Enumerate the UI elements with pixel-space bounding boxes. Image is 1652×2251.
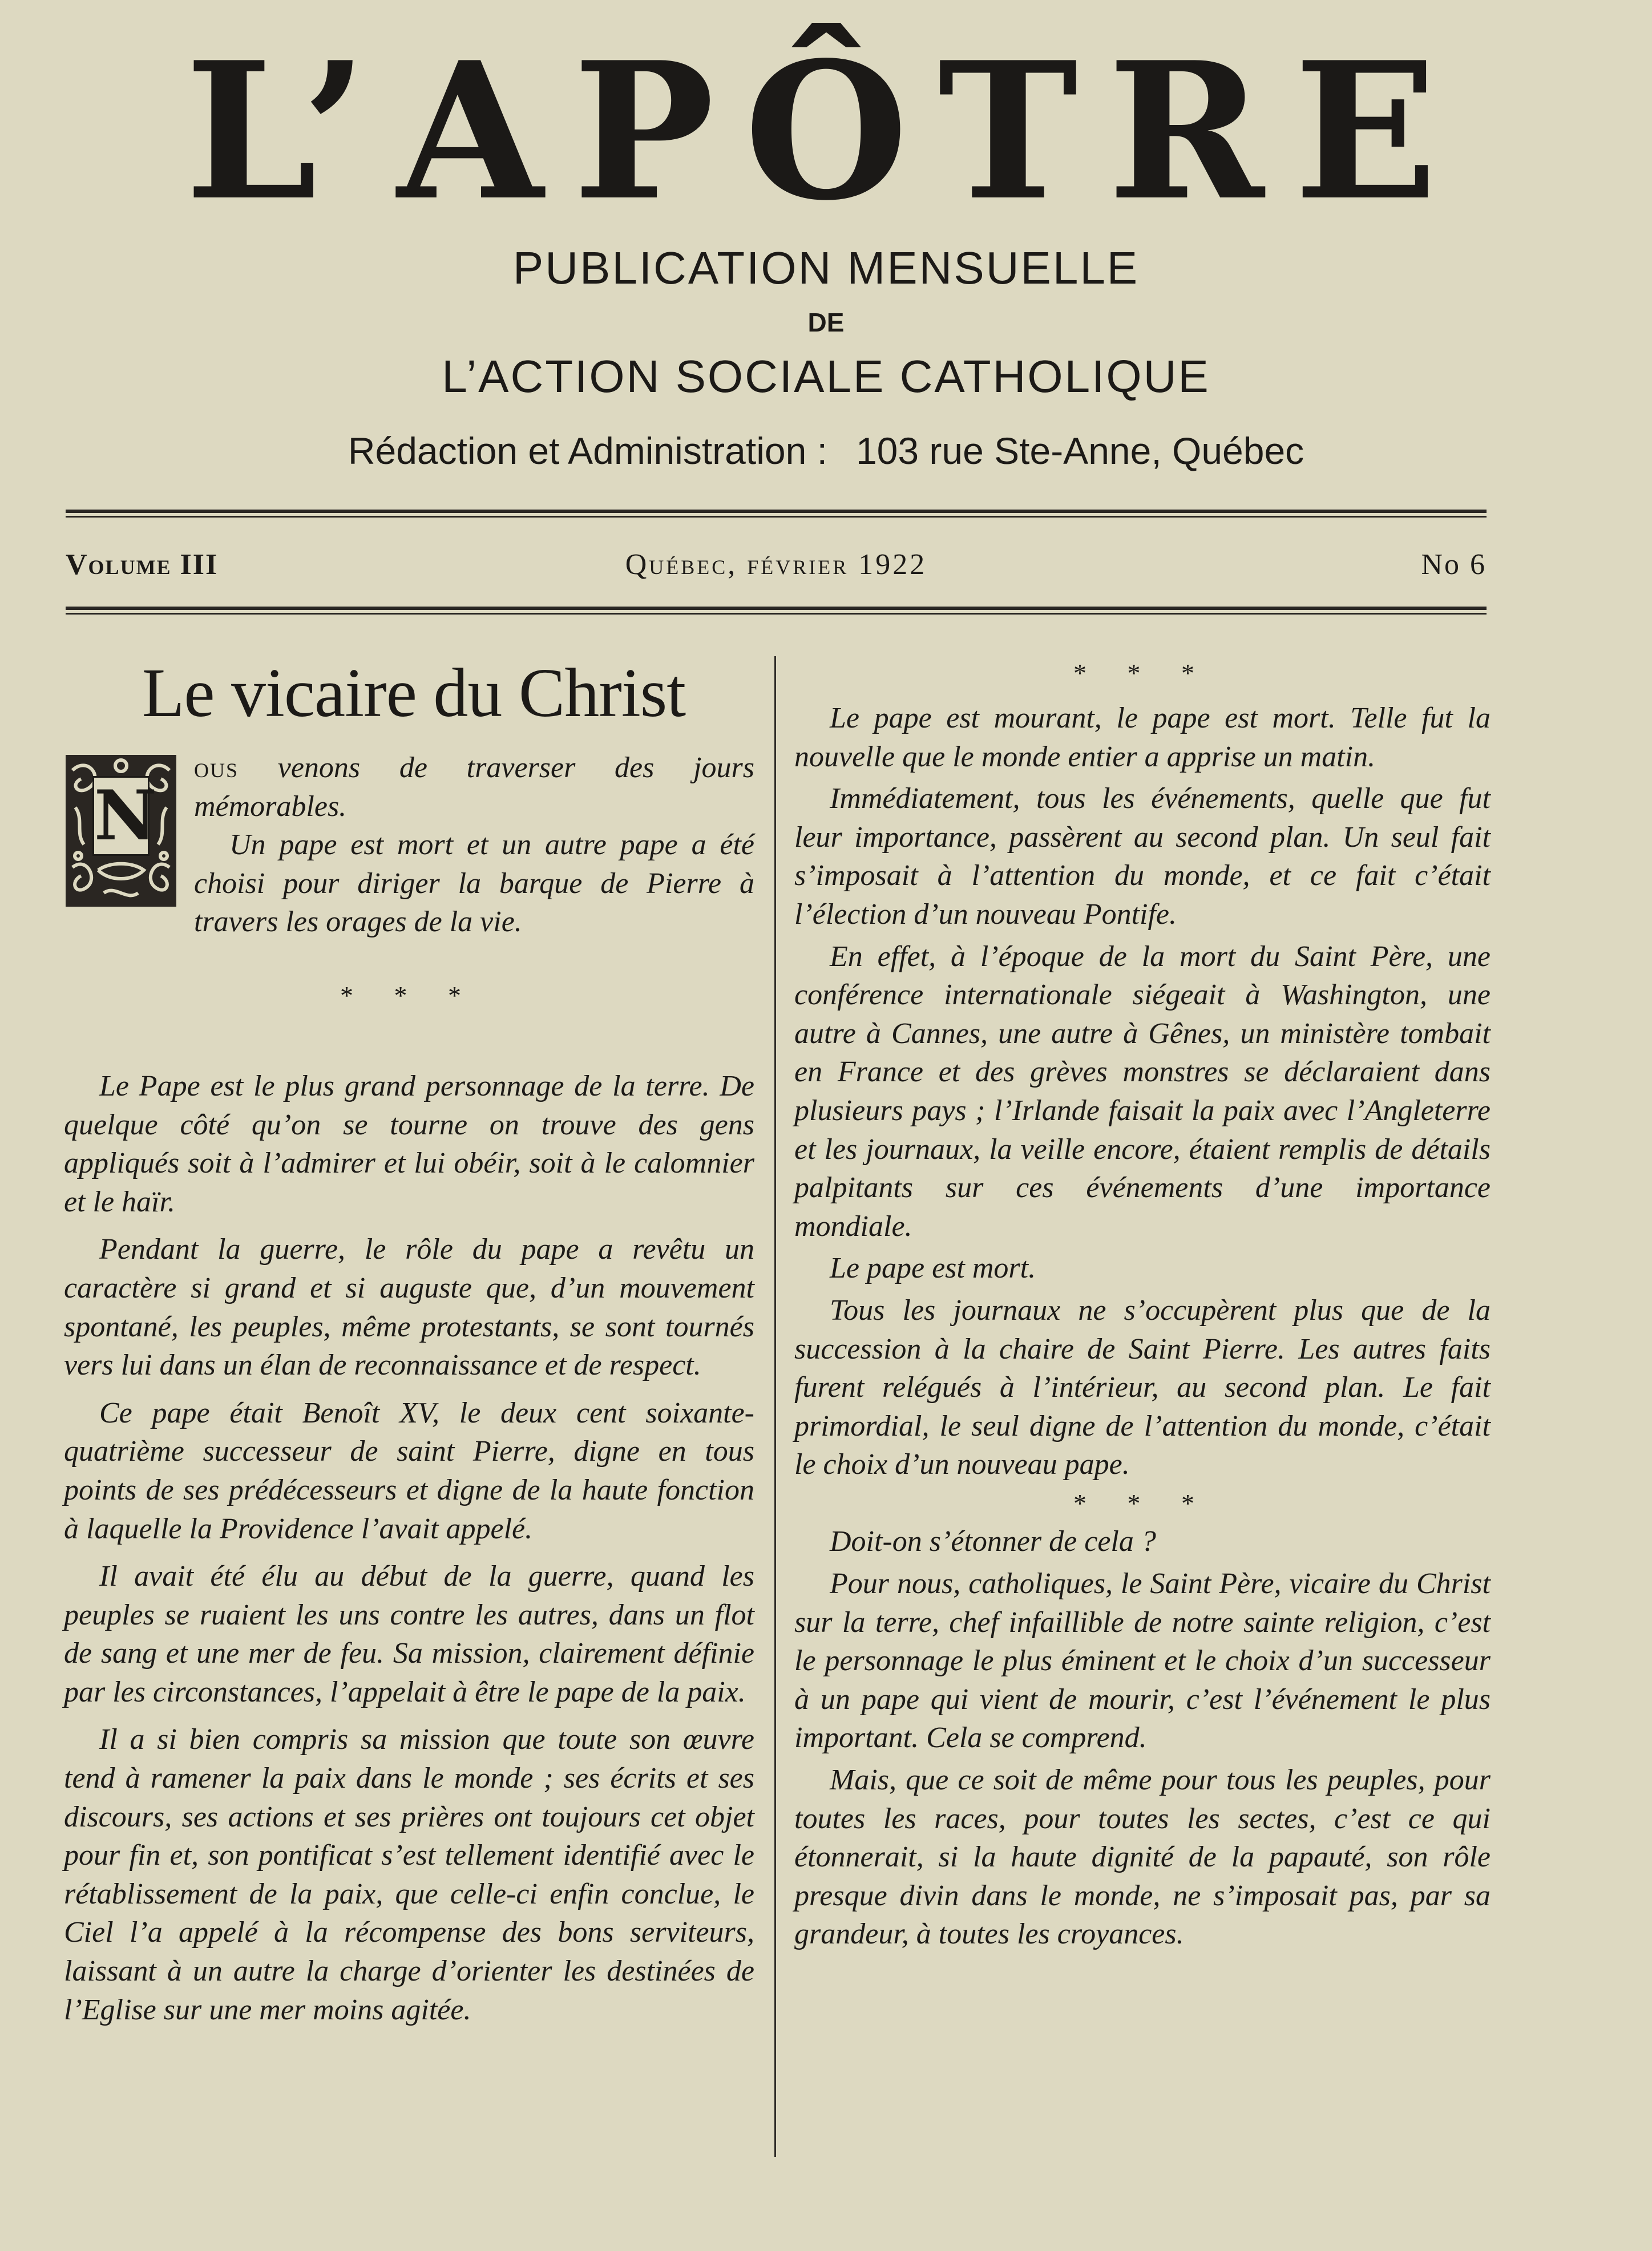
paragraph: Le pape est mort. bbox=[830, 1252, 1036, 1285]
header-rule-bottom bbox=[66, 607, 1487, 615]
paragraph: Un pape est mort et un autre pape a été choisi pour diriger la barque de Pierre à travers les orages de la vie. bbox=[194, 829, 754, 939]
masthead-subtitle-de: DE bbox=[807, 308, 845, 337]
paragraph: Le pape est mourant, le pape est mort. Telle fut la nouvelle que le monde entier a apprise un matin. bbox=[794, 702, 1491, 773]
paragraph: Ce pape était Benoît XV, le deux cent soixante-quatrième successeur de saint Pierre, digne en tous points de ses prédécesseurs et digne de la haute fonction à laquelle la Providence l’avait appelé. bbox=[64, 1396, 754, 1545]
dropcap-letter: N bbox=[92, 776, 150, 856]
section-separator: * * * bbox=[340, 980, 478, 1010]
article-title: Le vicaire du Christ bbox=[142, 654, 686, 732]
section-separator: * * * bbox=[1073, 658, 1211, 688]
address-value: 103 rue Ste-Anne, Québec bbox=[855, 430, 1304, 472]
intro-small-caps: ous bbox=[194, 751, 239, 784]
paragraph: Il a si bien compris sa mission que toute son œuvre tend à ramener la paix dans le monde ; ses écrits et ses discours, ses actions et ses prières ont toujours cet objet pour fin et, son pontificat s’est tellement identifié avec le rétablissement de la paix, que celle-ci enfin conclue, le Ciel l’a appelé à la récompense des bons serviteurs, laissant à un autre la charge d’orienter les destinées de l’Eglise sur une mer moins agitée. bbox=[64, 1723, 754, 2026]
masthead-title: L’APÔTRE bbox=[185, 21, 1467, 242]
section-separator: * * * bbox=[1073, 1488, 1211, 1518]
masthead-publisher: L’ACTION SOCIALE CATHOLIQUE bbox=[442, 351, 1210, 402]
right-column bbox=[794, 699, 1491, 1954]
issue-number: No 6 bbox=[1421, 548, 1487, 581]
address-label: Rédaction et Administration : bbox=[348, 430, 827, 472]
ornamental-dropcap bbox=[64, 753, 178, 908]
issue-date: Québec, février 1922 bbox=[625, 548, 927, 581]
paragraph: Mais, que ce soit de même pour tous les peuples, pour toutes les races, pour toutes les sectes, c’est ce qui étonnerait, si la haute dignité de la papauté, son rôle presque divin dans le monde, ne s’imposait pas, par sa grandeur, à toutes les croyances. bbox=[794, 1764, 1491, 1951]
paragraph: Tous les journaux ne s’occupèrent plus que de la succession à la chaire de Saint Pierre. Les autres faits furent relégués à l’intérieur, au second plan. Le fait primordial, le seul digne de l’attention du monde, c’était le choix d’un nouveau pape. bbox=[794, 1294, 1491, 1481]
issue-info-row bbox=[66, 542, 1487, 588]
header-rule-top bbox=[66, 510, 1487, 518]
issue-volume: Volume III bbox=[66, 548, 219, 581]
masthead-address bbox=[0, 425, 1652, 476]
paragraph: En effet, à l’époque de la mort du Saint Père, une conférence internationale siégeait à Washington, une autre à Cannes, une autre à Gênes, un ministère tombait en France et des grèves monstres se déclaraient dans plusieurs pays ; l’Irlande faisait la paix avec l’Angleterre et les journaux, la veille encore, étaient remplis de détails palpitants sur ces événements d’une importance mondiale. bbox=[794, 940, 1491, 1243]
paragraph: Doit-on s’étonner de cela ? bbox=[830, 1525, 1156, 1558]
paragraph: Pour nous, catholiques, le Saint Père, vicaire du Christ sur la terre, chef infaillible de notre sainte religion, c’est le personnage le plus éminent et le choix d’un successeur à un pape qui vient de mourir, c’est l’événement le plus important. Cela se comprend. bbox=[794, 1567, 1491, 1755]
masthead-subtitle: PUBLICATION MENSUELLE bbox=[512, 243, 1140, 293]
paragraph: Le Pape est le plus grand personnage de la terre. De quelque côté qu’on se tourne on trouve des gens appliqués soit à l’admirer et lui obéir, soit à le calomnier et le haïr. bbox=[64, 1069, 754, 1218]
paragraph: Pendant la guerre, le rôle du pape a revêtu un caractère si grand et si auguste que, d’un mouvement spontané, les peuples, même protestants, se sont tournés vers lui dans un élan de reconnaissance et de respect. bbox=[64, 1233, 754, 1382]
paragraph: Il avait été élu au début de la guerre, quand les peuples se ruaient les uns contre les autres, dans un flot de sang et une mer de feu. Sa mission, clairement définie par les circonstances, l’appelait à être le pape de la paix. bbox=[64, 1560, 754, 1708]
intro-text: venons de traverser des jours mémorables. bbox=[194, 751, 754, 823]
left-column bbox=[64, 749, 754, 2029]
paragraph: Immédiatement, tous les événements, quelle que fut leur importance, passèrent au second plan. Un seul fait s’imposait à l’attention du monde, et ce fait c’était l’élection d’un nouveau Pontife. bbox=[794, 782, 1491, 931]
column-divider bbox=[774, 656, 776, 2157]
